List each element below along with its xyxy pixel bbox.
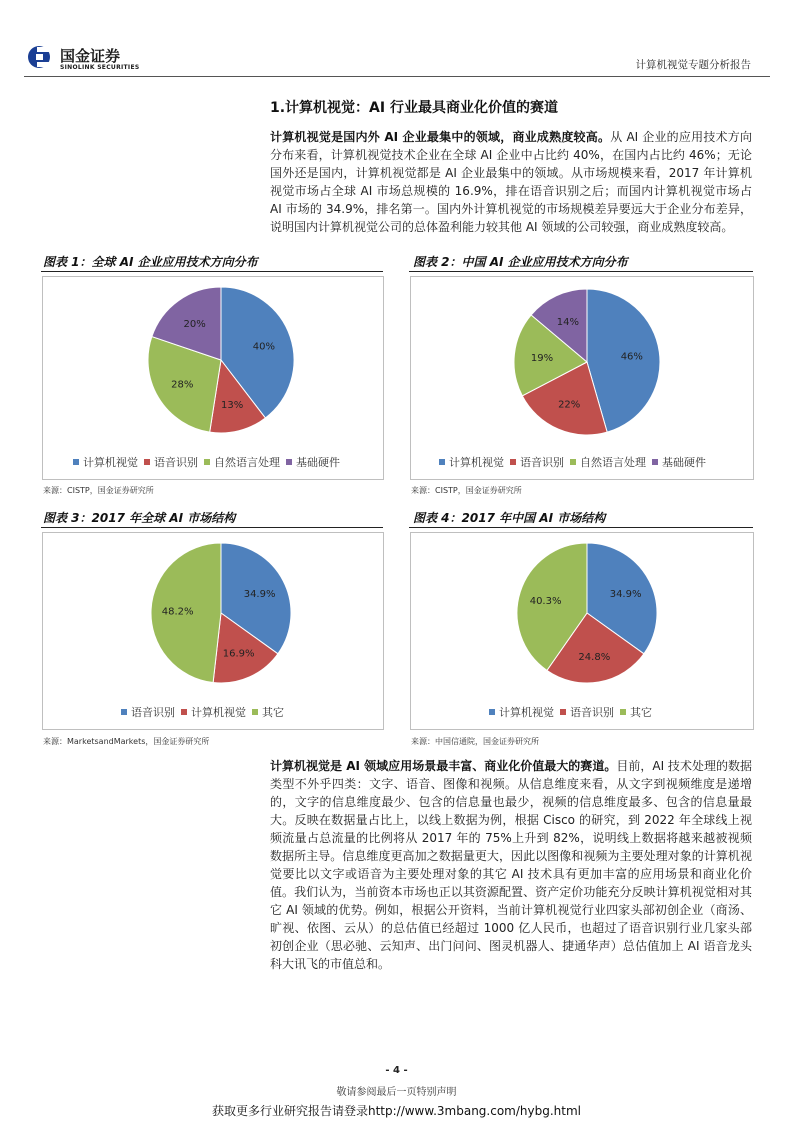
figure-4-title: 图表 4：2017 年中国 AI 市场结构 — [413, 511, 606, 525]
figure-1-legend — [73, 454, 346, 470]
legend-swatch — [204, 459, 210, 465]
pie-slice-label-2: 24.8% — [578, 651, 611, 663]
legend-item — [620, 704, 652, 720]
figure-4-source: 来源：中国信通院，国金证券研究所 — [411, 737, 539, 746]
pie-slice-label-1: 40% — [252, 341, 275, 353]
figure-2-rule — [409, 271, 753, 272]
legend-swatch — [121, 709, 127, 715]
paragraph-1-body: 从 AI 企业的应用技术方向分布来看，计算机视觉技术企业在全球 AI 企业中占比约 40%，在国内占比约 46%；无论国外还是国内，计算机视觉都是 AI 企业最集中的领域。从市场规模来看，2017 年计算机视觉市场占全球 AI 市场总规模的 16.9%，排在语音识别之后；而国内计算机视觉市场占 AI 市场的 34.9%，排名第一。国内外计算机视觉的市场规模差异要远大于企业分布差异，说明国内计算机视觉公司的总体盈利能力较其他 AI 领域的公司较强，商业成熟度较高。 — [270, 130, 752, 234]
header-divider — [24, 76, 770, 77]
pie-slice-label-4: 20% — [183, 319, 206, 331]
page-number: - 4 - — [385, 1065, 408, 1076]
legend-label: 计算机视觉 — [499, 706, 554, 719]
pie-slice-label-3: 28% — [171, 379, 194, 391]
pie-slice-label-3: 48.2% — [161, 606, 194, 618]
legend-item — [560, 704, 614, 720]
pie-slice-label-3: 19% — [530, 353, 554, 365]
figure-4-chart — [410, 532, 754, 730]
legend-swatch — [439, 459, 445, 465]
paragraph-2-lead: 计算机视觉是 AI 领域应用场景最丰富、商业化价值最大的赛道。 — [270, 759, 617, 773]
figure-3-rule — [41, 527, 383, 528]
legend-item — [204, 454, 280, 470]
download-link[interactable]: 获取更多行业研究报告请登录http://www.3mbang.com/hybg.html — [211, 1104, 581, 1118]
disclaimer-note: 敬请参阅最后一页特别声明 — [336, 1087, 457, 1098]
legend-label: 语音识别 — [570, 706, 614, 719]
legend-label: 语音识别 — [131, 706, 175, 719]
legend-item — [439, 454, 504, 470]
legend-swatch — [144, 459, 150, 465]
pie-slice-label-3: 40.3% — [529, 595, 562, 607]
figure-1-pie — [43, 277, 383, 447]
legend-label: 其它 — [630, 706, 652, 719]
figure-3-chart — [42, 532, 384, 730]
figure-2-legend — [439, 454, 712, 470]
legend-item — [510, 454, 564, 470]
legend-item — [121, 704, 175, 720]
legend-swatch — [286, 459, 292, 465]
legend-swatch — [73, 459, 79, 465]
figure-3-legend — [121, 704, 290, 720]
legend-label: 语音识别 — [154, 456, 198, 469]
paragraph-1-lead: 计算机视觉是国内外 AI 企业最集中的领域，商业成熟度较高。 — [270, 130, 611, 144]
legend-swatch — [570, 459, 576, 465]
figure-2-title: 图表 2：中国 AI 企业应用技术方向分布 — [413, 255, 628, 269]
legend-swatch — [652, 459, 658, 465]
legend-swatch — [181, 709, 187, 715]
figure-4-rule — [409, 527, 753, 528]
legend-label: 计算机视觉 — [191, 706, 246, 719]
brand-name-en: SINOLINK SECURITIES — [60, 64, 140, 71]
pie-slice-label-1: 46% — [620, 351, 643, 363]
legend-label: 自然语言处理 — [214, 456, 280, 469]
legend-item — [181, 704, 246, 720]
legend-label: 基础硬件 — [662, 456, 706, 469]
legend-item — [73, 454, 138, 470]
document-title: 计算机视觉专题分析报告 — [635, 59, 751, 71]
legend-item — [652, 454, 706, 470]
legend-item — [570, 454, 646, 470]
pie-slice-label-1: 34.9% — [243, 589, 276, 601]
figure-2-source: 来源：CISTP，国金证券研究所 — [411, 486, 522, 495]
figure-4-legend — [489, 704, 658, 720]
pie-slice-label-4: 14% — [556, 316, 580, 328]
legend-item — [252, 704, 284, 720]
legend-label: 语音识别 — [520, 456, 564, 469]
pie-slice-label-2: 22% — [558, 399, 581, 411]
legend-item — [489, 704, 554, 720]
legend-item — [144, 454, 198, 470]
paragraph-1 — [270, 128, 752, 236]
pie-slice-label-1: 34.9% — [609, 589, 642, 601]
figure-3-source: 来源：MarketsandMarkets，国金证券研究所 — [43, 737, 210, 746]
figure-4-pie — [411, 533, 753, 698]
legend-swatch — [489, 709, 495, 715]
figure-1-chart — [42, 276, 384, 480]
figure-3-pie — [43, 533, 383, 698]
paragraph-2-body: 目前，AI 技术处理的数据类型不外乎四类：文字、语音、图像和视频。从信息维度来看，从文字到视频维度是递增的，文字的信息维度最少、包含的信息量也最少，视频的信息维度最多、包含的信息量最大。反映在数据量占比上，以线上数据为例，根据 Cisco 的研究，到 2022 年全球线上视频流量占总流量的比例将从 2017 年的 75%上升到 82%，说明线上数据将越来越被视频数据所主导。信息维度更高加之数据量更大，因此以图像和视频为主要处理对象的计算机视觉要比以文字或语音为主要处理对象的其它 AI 技术具有更加丰富的应用场景和商业化价值。我们认为，当前资本市场也正以其资源配置、资产定价功能充分反映计算机视觉相对其它 AI 领域的优势。例如，根据公开资料，当前计算机视觉行业四家头部初创企业（商汤、旷视、依图、云从）的总估值已经超过 1000 亿人民币，也超过了语音识别行业几家头部初创企业（思必驰、云知声、出门问问、图灵机器人、捷通华声）总估值加上 AI 语音龙头科大讯飞的市值总和。 — [270, 759, 752, 971]
figure-2-chart — [410, 276, 754, 480]
figure-1-title: 图表 1：全球 AI 企业应用技术方向分布 — [43, 255, 258, 269]
legend-label: 计算机视觉 — [449, 456, 504, 469]
legend-label: 基础硬件 — [296, 456, 340, 469]
sinolink-logo-icon — [27, 44, 51, 70]
figure-2-pie — [411, 277, 753, 447]
legend-label: 自然语言处理 — [580, 456, 646, 469]
section-heading: 1.计算机视觉：AI 行业最具商业化价值的赛道 — [270, 100, 558, 116]
legend-label: 其它 — [262, 706, 284, 719]
legend-swatch — [560, 709, 566, 715]
legend-swatch — [510, 459, 516, 465]
figure-1-source: 来源：CISTP，国金证券研究所 — [43, 486, 154, 495]
figure-3-title: 图表 3：2017 年全球 AI 市场结构 — [43, 511, 236, 525]
pie-slice-label-2: 16.9% — [222, 648, 255, 660]
legend-swatch — [620, 709, 626, 715]
legend-swatch — [252, 709, 258, 715]
brand-name-cn: 国金证券 — [60, 47, 121, 65]
figure-1-rule — [41, 271, 383, 272]
paragraph-2 — [270, 757, 752, 973]
pie-slice-label-2: 13% — [221, 399, 244, 411]
legend-item — [286, 454, 340, 470]
legend-label: 计算机视觉 — [83, 456, 138, 469]
